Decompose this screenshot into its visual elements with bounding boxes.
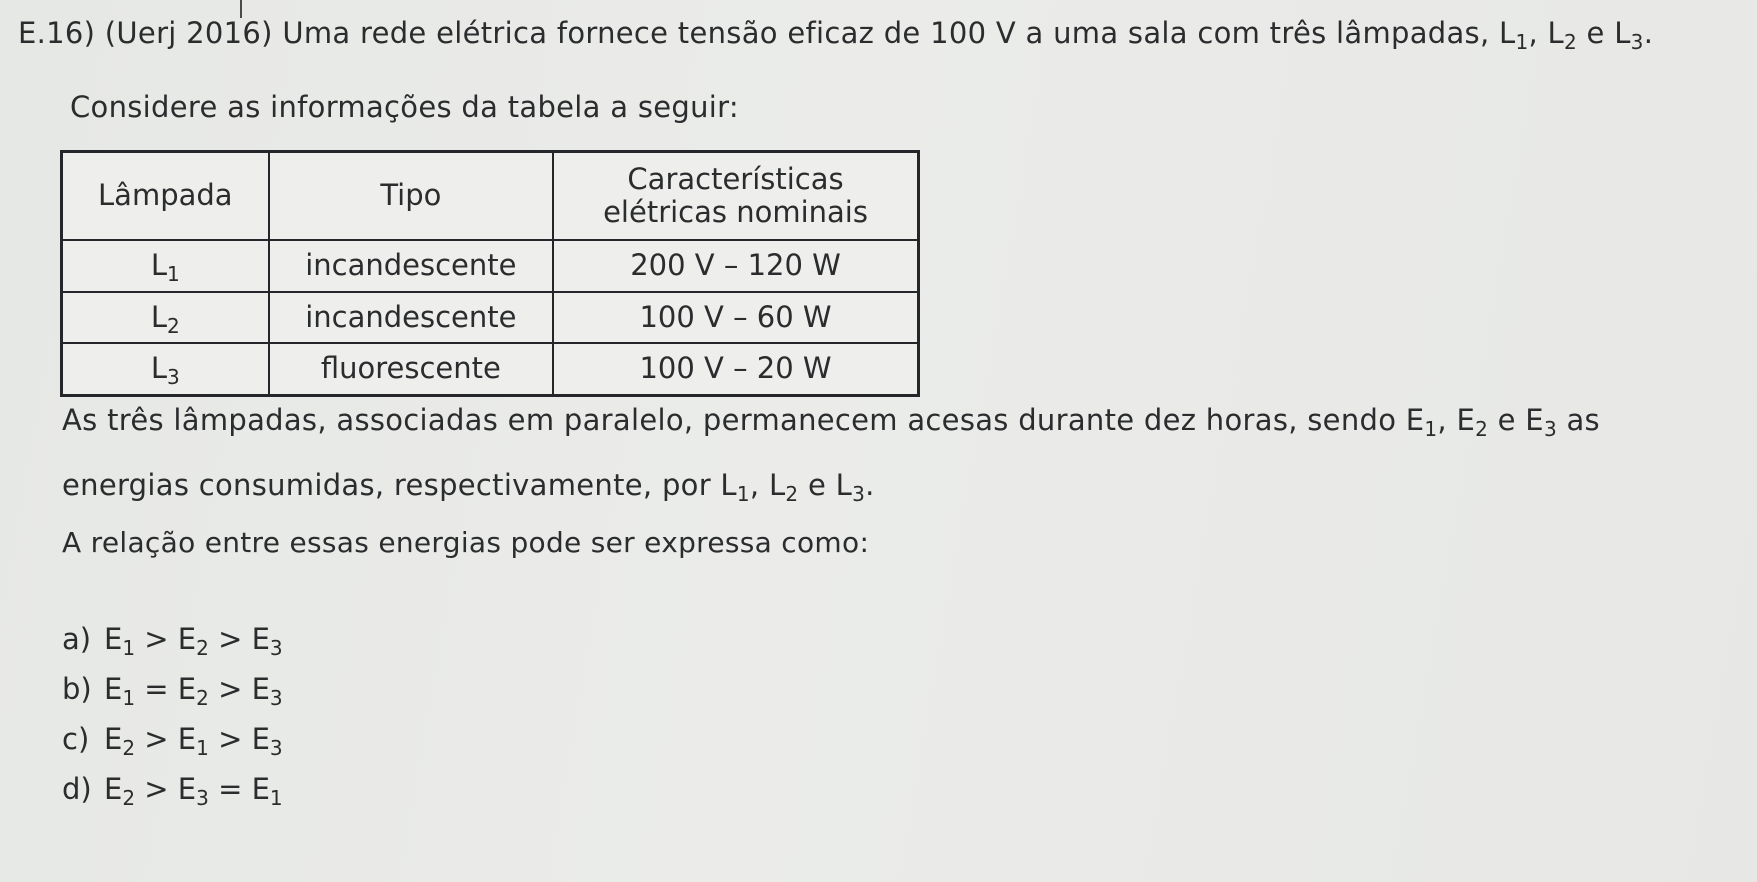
cell-lamp: $L_1$ — [62, 240, 269, 292]
question-source: (Uerj 2016) — [104, 16, 273, 50]
cell-spec: 100 V – 60 W — [553, 292, 918, 344]
header-type: Tipo — [269, 152, 553, 241]
option-letter: d) — [62, 772, 92, 806]
question-intro: Considere as informações da tabela a seguir: — [70, 90, 739, 124]
table-row — [62, 343, 919, 395]
paragraph-line-2: energias consumidas, respectivamente, por $L_1$, $L_2$ e $L_3$. — [62, 468, 875, 506]
question-text: Uma rede elétrica fornece tensão eficaz de 100 V a uma sala com três lâmpadas, $L_1$, $L_2$ e $L_3$. — [282, 16, 1654, 54]
header-characteristics: Características elétricas nominais — [553, 152, 918, 241]
header-lamp: Lâmpada — [62, 152, 269, 241]
question-number: E.16) — [18, 16, 96, 50]
question-header — [18, 16, 1654, 54]
cell-spec: 100 V – 20 W — [553, 343, 918, 395]
table-header-row — [62, 152, 919, 241]
table-row — [62, 292, 919, 344]
cell-type: incandescente — [269, 240, 553, 292]
option-expression: $E_2 > E_3 = E_1$ — [104, 772, 283, 810]
cell-lamp: $L_2$ — [62, 292, 269, 344]
paragraph-line-3: A relação entre essas energias pode ser expressa como: — [62, 526, 870, 559]
paragraph-line-1: As três lâmpadas, associadas em paralelo, permanecem acesas durante dez horas, sendo $E_1$, $E_2$ e $E_3$ as — [62, 403, 1600, 441]
table-row — [62, 240, 919, 292]
option-a[interactable] — [62, 622, 283, 660]
cell-type: fluorescente — [269, 343, 553, 395]
cell-type: incandescente — [269, 292, 553, 344]
option-d[interactable] — [62, 772, 283, 810]
option-letter: c) — [62, 722, 90, 756]
option-expression: $E_1 > E_2 > E_3$ — [104, 622, 283, 660]
option-c[interactable] — [62, 722, 283, 760]
cell-lamp: $L_3$ — [62, 343, 269, 395]
option-b[interactable] — [62, 672, 283, 710]
option-letter: a) — [62, 622, 92, 656]
lamp-table — [60, 150, 920, 397]
option-expression: $E_2 > E_1 > E_3$ — [104, 722, 283, 760]
option-expression: $E_1 = E_2 > E_3$ — [104, 672, 283, 710]
option-letter: b) — [62, 672, 92, 706]
cell-spec: 200 V – 120 W — [553, 240, 918, 292]
